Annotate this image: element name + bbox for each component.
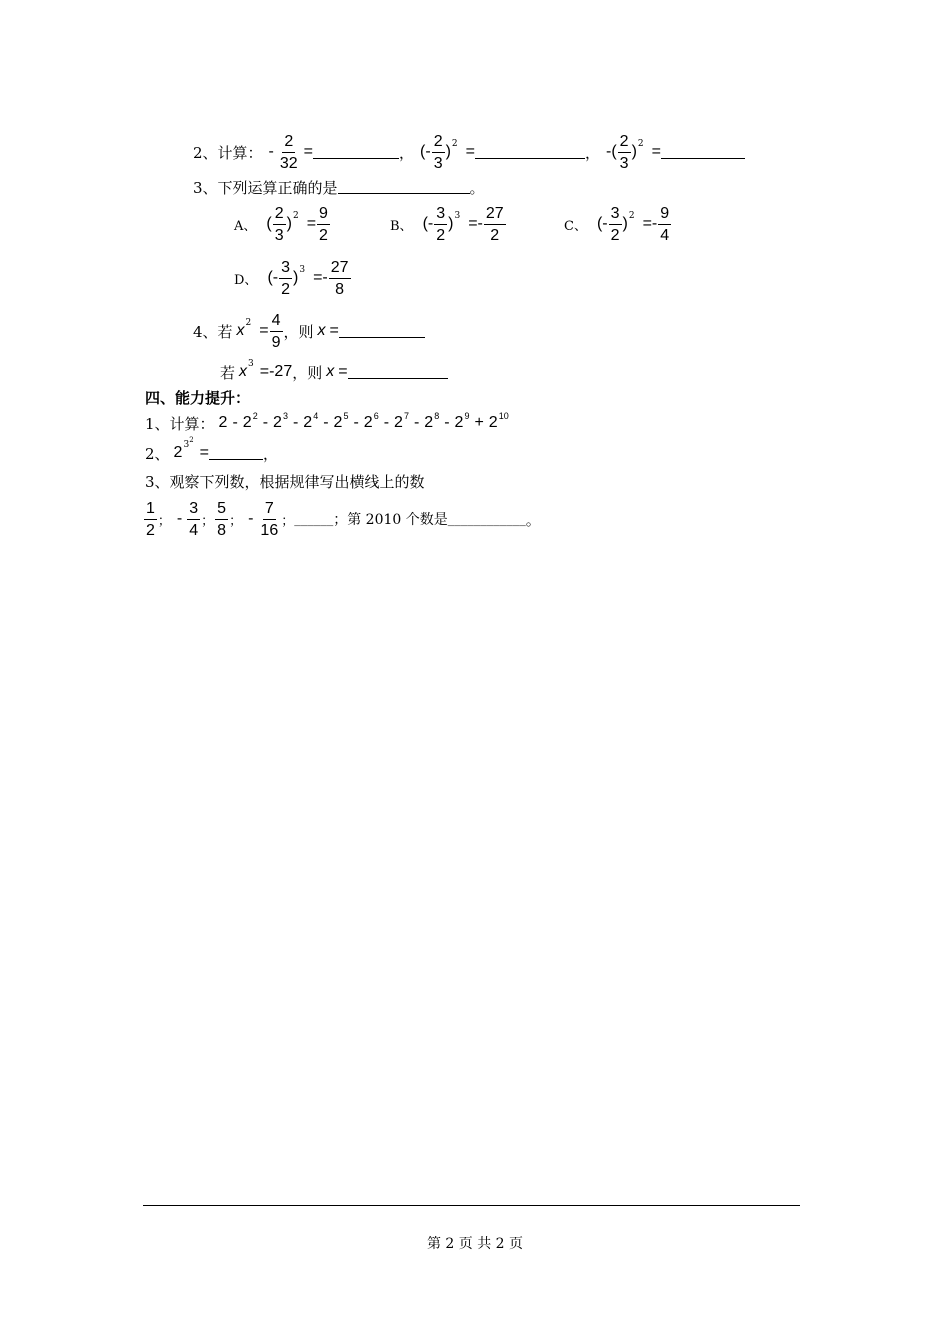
answer-blank-2[interactable] bbox=[475, 144, 585, 159]
sequence-fraction: $\frac{7}{16}$ bbox=[260, 499, 279, 539]
fraction-2-3: $\frac{2}{3}$ bbox=[433, 132, 443, 172]
paren-open: (- bbox=[422, 215, 434, 232]
power-exponent: 7 bbox=[403, 411, 409, 421]
comma: ， bbox=[399, 143, 415, 162]
power-exponent: 5 bbox=[343, 411, 349, 421]
sequence-fraction: $\frac{1}{2}$ bbox=[146, 499, 155, 539]
paren-close: ) bbox=[293, 269, 299, 286]
power-exponent: 9 bbox=[464, 411, 470, 421]
section-4-q3 bbox=[145, 470, 425, 492]
operator: - bbox=[292, 414, 299, 431]
answer-blank-s4q2[interactable] bbox=[209, 445, 263, 460]
footer-rule bbox=[143, 1205, 800, 1206]
power-base: 2 bbox=[333, 414, 343, 431]
paren-close: ) bbox=[448, 215, 454, 232]
option-a bbox=[234, 202, 331, 246]
exponent: 2 bbox=[245, 318, 252, 328]
separator: ； bbox=[201, 513, 215, 529]
question-2-prefix: 2、计算： bbox=[193, 143, 263, 162]
answer-blank-2010th-term[interactable]: ____________ bbox=[447, 511, 526, 527]
section-4-q1 bbox=[145, 410, 509, 436]
section-4-q1-prefix: 1、计算： bbox=[145, 414, 215, 433]
separator: ； bbox=[157, 513, 171, 529]
paren-close: ) bbox=[631, 143, 637, 160]
operator: - bbox=[353, 414, 359, 431]
equals-sign: = bbox=[306, 215, 317, 232]
variable-x: x bbox=[239, 363, 248, 380]
sequence-fraction: $\frac{3}{4}$ bbox=[189, 499, 199, 539]
power-base: 2 bbox=[454, 414, 464, 431]
power-base: 2 bbox=[218, 414, 228, 431]
variable-x: x bbox=[326, 363, 335, 380]
option-d-label: D、 bbox=[234, 272, 258, 288]
then-text: ，则 bbox=[283, 322, 314, 341]
power-base: 2 bbox=[242, 414, 252, 431]
equals-sign: = bbox=[338, 363, 348, 380]
section-4-q2 bbox=[145, 436, 279, 466]
operator: - bbox=[262, 414, 269, 431]
section-4-q3-text: 3、观察下列数，根据规律写出横线上的数 bbox=[145, 472, 425, 491]
equals-sign: = bbox=[303, 143, 314, 160]
power-exponent: 10 bbox=[498, 411, 509, 421]
equals-sign: = bbox=[329, 322, 339, 339]
power-base: 2 bbox=[424, 414, 434, 431]
fraction: $\frac{9}{4}$ bbox=[660, 204, 670, 244]
operator: - bbox=[232, 414, 238, 431]
fraction: $\frac{27}{8}$ bbox=[330, 258, 349, 298]
minus-sign: - bbox=[248, 510, 254, 527]
sequence-line bbox=[143, 496, 541, 542]
fraction: $\frac{9}{2}$ bbox=[319, 204, 328, 244]
power-base: 2 bbox=[303, 414, 313, 431]
comma: ， bbox=[263, 444, 279, 463]
power-exponent: 2 bbox=[252, 411, 258, 421]
answer-blank-1[interactable] bbox=[313, 144, 399, 159]
operator: - bbox=[444, 414, 450, 431]
fraction-2-3: $\frac{2}{3}$ bbox=[619, 132, 629, 172]
section-4-q2-prefix: 2、 bbox=[145, 444, 170, 463]
question-3-prefix: 3、下列运算正确的是 bbox=[193, 178, 338, 197]
fraction-2-32: $\frac{2}{32}$ bbox=[279, 132, 298, 172]
equals-sign: = bbox=[259, 322, 269, 339]
power-exponent: 3 bbox=[282, 411, 288, 421]
equals-sign: =- bbox=[313, 269, 328, 286]
exponent: 3 bbox=[299, 265, 306, 275]
then-text: ，则 bbox=[292, 363, 323, 382]
answer-blank-next-term[interactable]: ______ bbox=[294, 511, 334, 527]
paren-close: ) bbox=[286, 215, 292, 232]
option-a-label: A、 bbox=[234, 218, 257, 234]
power-exponent: 6 bbox=[373, 411, 379, 421]
answer-blank-q4b[interactable] bbox=[348, 364, 448, 379]
neg-paren-open: -( bbox=[606, 143, 617, 160]
equals-sign: =- bbox=[468, 215, 483, 232]
sequence-fraction: $\frac{5}{8}$ bbox=[217, 499, 227, 539]
option-c-label: C、 bbox=[564, 218, 587, 234]
fraction-4-9: $\frac{4}{9}$ bbox=[271, 311, 281, 351]
question-3-suffix: 。 bbox=[469, 178, 485, 197]
fraction: $\frac{3}{2}$ bbox=[610, 204, 620, 244]
separator: ； bbox=[281, 513, 295, 529]
power-exponent: 8 bbox=[434, 411, 440, 421]
minus-sign: - bbox=[176, 510, 183, 527]
exponent: 3 bbox=[454, 211, 461, 221]
period: 。 bbox=[525, 510, 541, 529]
equals-sign: = bbox=[199, 444, 209, 461]
minus-sign: - bbox=[268, 143, 274, 160]
power-base: 2 bbox=[394, 414, 403, 431]
separator: ； bbox=[229, 513, 243, 529]
operator: - bbox=[323, 414, 329, 431]
fraction: $\frac{3}{2}$ bbox=[436, 204, 446, 244]
base: 2 bbox=[173, 444, 183, 461]
paren-open: (- bbox=[267, 269, 279, 286]
exponent: 2 bbox=[451, 139, 458, 149]
power-exponent: 4 bbox=[313, 411, 319, 421]
fraction: $\frac{3}{2}$ bbox=[281, 258, 290, 298]
operator: - bbox=[413, 414, 420, 431]
page-footer: 第 2 页 共 2 页 bbox=[426, 1236, 524, 1252]
answer-blank-3[interactable] bbox=[661, 144, 745, 159]
paren-open: (- bbox=[596, 215, 608, 232]
answer-blank-q4a[interactable] bbox=[339, 323, 425, 338]
power-base: 2 bbox=[363, 414, 373, 431]
question-3-line bbox=[193, 176, 485, 198]
operator: - bbox=[383, 414, 390, 431]
question-4-prefix-2: 若 bbox=[220, 363, 236, 382]
variable-x: x bbox=[317, 322, 326, 339]
option-d bbox=[234, 256, 352, 300]
question-4-line bbox=[193, 309, 425, 353]
exponent: 3 bbox=[183, 440, 190, 450]
fraction: $\frac{27}{2}$ bbox=[485, 204, 504, 244]
exponent: 2 bbox=[637, 139, 644, 149]
variable-x: x bbox=[236, 322, 245, 339]
answer-blank-q3[interactable] bbox=[338, 179, 470, 194]
option-b bbox=[390, 202, 507, 246]
question-4-line-2 bbox=[220, 360, 448, 384]
exponent-of-exponent: 2 bbox=[189, 436, 194, 444]
option-b-label: B、 bbox=[390, 218, 413, 234]
question-2-line bbox=[193, 130, 745, 174]
equals-sign: =- bbox=[642, 215, 658, 232]
equals-sign: = bbox=[465, 143, 475, 160]
paren-close: ) bbox=[622, 215, 628, 232]
exponent: 2 bbox=[628, 211, 635, 221]
exponent: 2 bbox=[292, 211, 299, 221]
rhs: =-27 bbox=[259, 363, 293, 380]
option-c bbox=[564, 202, 672, 246]
operator: + bbox=[474, 414, 484, 431]
paren-open: (- bbox=[420, 143, 431, 160]
power-base: 2 bbox=[488, 414, 498, 431]
paren-close: ) bbox=[445, 143, 451, 160]
paren-open: ( bbox=[266, 215, 272, 232]
power-expression bbox=[218, 411, 509, 432]
power-base: 2 bbox=[273, 414, 282, 431]
exponent: 3 bbox=[248, 359, 254, 369]
fraction: $\frac{2}{3}$ bbox=[274, 204, 284, 244]
comma: ， bbox=[585, 143, 601, 162]
nth-term-text: ；第 2010 个数是 bbox=[333, 512, 448, 528]
section-4-title: 四、能力提升： bbox=[145, 388, 251, 407]
equals-sign: = bbox=[651, 143, 661, 160]
question-4-prefix: 4、若 bbox=[193, 322, 233, 341]
